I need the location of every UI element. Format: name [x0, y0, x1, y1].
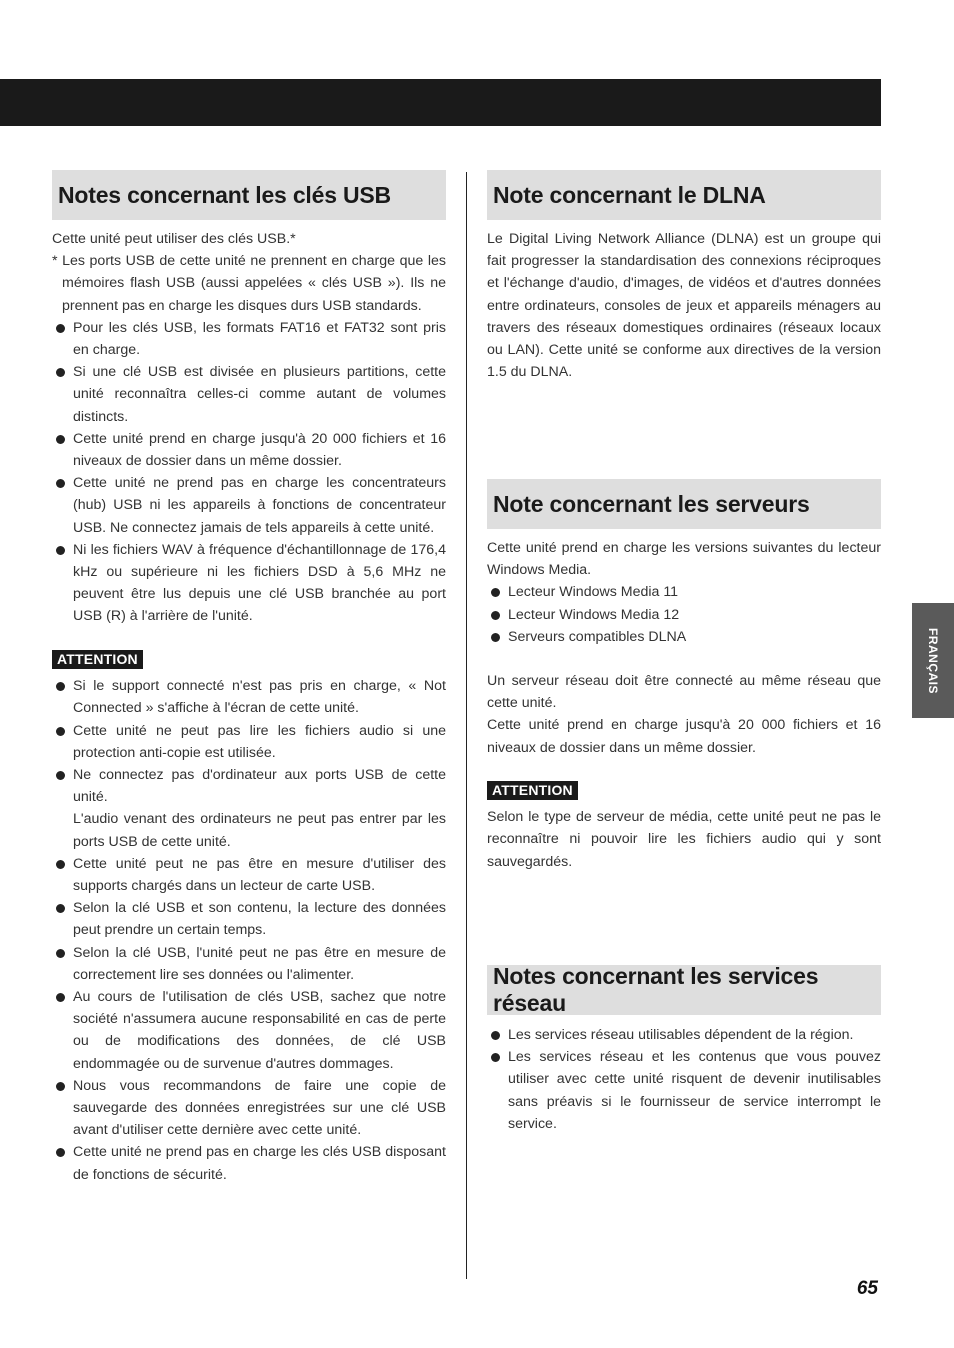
servers-bullet-list [487, 581, 881, 648]
bullet-icon [491, 633, 500, 642]
list-item: Les services réseau utilisables dépendent de la région. [487, 1024, 881, 1046]
servers-content [487, 537, 881, 759]
list-item: Pour les clés USB, les formats FAT16 et FAT32 sont pris en charge. [52, 317, 446, 361]
servers-heading: Note concernant les serveurs [493, 490, 810, 517]
list-item: Cette unité peut ne pas être en mesure d'utiliser des supports chargés dans un lecteur de carte USB. [52, 853, 446, 897]
list-item: Si une clé USB est divisée en plusieurs partitions, cette unité reconnaîtra celles-ci comme autant de volumes distincts. [52, 361, 446, 428]
bullet-icon [56, 479, 65, 488]
bullet-icon [56, 993, 65, 1002]
column-divider [466, 172, 467, 1279]
list-item: Au cours de l'utilisation de clés USB, sachez que notre société n'assumera aucune responsabilité en cas de perte ou de modifications des données, de clé USB endommagée ou de survenue d'autres dommages. [52, 986, 446, 1075]
bullet-icon [56, 860, 65, 869]
list-item: Cette unité ne prend pas en charge les clés USB disposant de fonctions de sécurité. [52, 1141, 446, 1185]
list-item: Cette unité prend en charge jusqu'à 20 000 fichiers et 16 niveaux de dossier dans un même dossier. [52, 428, 446, 472]
bullet-icon [56, 546, 65, 555]
usb-attention-block [52, 649, 446, 1186]
list-item: Nous vous recommandons de faire une copie de sauvegarde des données enregistrées sur une clé USB avant d'utiliser cette dernière avec cette unité. [52, 1075, 446, 1142]
servers-para-2: Cette unité prend en charge jusqu'à 20 000 fichiers et 16 niveaux de dossier dans un même dossier. [487, 717, 881, 756]
list-item: Lecteur Windows Media 12 [487, 604, 881, 626]
bullet-icon [491, 1031, 500, 1040]
list-item: Cette unité ne prend pas en charge les concentrateurs (hub) USB ni les appareils à fonctions de concentrateur USB. Ne connectez jamais de tels appareils à cette unité. [52, 472, 446, 539]
dlna-section-header [487, 170, 881, 220]
list-item: Selon la clé USB et son contenu, la lecture des données peut prendre un certain temps. [52, 897, 446, 941]
bullet-icon [56, 435, 65, 444]
servers-section-header [487, 479, 881, 529]
bullet-icon [56, 949, 65, 958]
list-item: Serveurs compatibles DLNA [487, 626, 881, 648]
list-item: Les services réseau et les contenus que vous pouvez utiliser avec cette unité risquent de devenir inutilisables sans préavis si le fournisseur de service interrompt le service. [487, 1046, 881, 1135]
top-header-bar [0, 79, 881, 126]
bullet-icon [56, 727, 65, 736]
usb-heading: Notes concernant les clés USB [58, 181, 391, 208]
usb-attention-list [52, 675, 446, 1186]
bullet-icon [56, 1148, 65, 1157]
servers-intro: Cette unité prend en charge les versions suivantes du lecteur Windows Media. [487, 540, 881, 579]
servers-attention-text: Selon le type de serveur de média, cette unité peut ne pas le reconnaître ni pouvoir lire les fichiers audio qui y sont sauvegardés. [487, 809, 881, 870]
servers-attention-block [487, 780, 881, 873]
bullet-icon [491, 611, 500, 620]
language-tab-label: FRANÇAIS [926, 627, 940, 694]
bullet-icon [56, 1082, 65, 1091]
page-number: 65 [856, 1278, 878, 1299]
network-section-header [487, 965, 881, 1015]
dlna-content [487, 228, 881, 383]
network-bullet-list [487, 1024, 881, 1135]
network-heading: Notes concernant les services réseau [493, 963, 819, 1016]
attention-label: ATTENTION [52, 650, 143, 669]
bullet-icon [56, 324, 65, 333]
usb-section-header [52, 170, 446, 220]
list-item: Si le support connecté n'est pas pris en charge, « Not Connected » s'affiche à l'écran de cette unité. [52, 675, 446, 719]
servers-para-1: Un serveur réseau doit être connecté au même réseau que cette unité. [487, 673, 881, 712]
attention-sub-note: L'audio venant des ordinateurs ne peut pas entrer par les ports USB de cette unité. [73, 811, 446, 850]
language-tab [912, 603, 954, 718]
bullet-icon [56, 771, 65, 780]
dlna-heading: Note concernant le DLNA [493, 181, 766, 208]
usb-content [52, 228, 446, 628]
list-item: Ni les fichiers WAV à fréquence d'échantillonnage de 176,4 kHz ou supérieure ni les fichiers DSD à 5,6 MHz ne peuvent être lus depuis une clé USB branchée au port USB (R) à l'arrière de l'unité. [52, 539, 446, 628]
network-content [487, 1024, 881, 1135]
usb-footnote: * Les ports USB de cette unité ne prennent en charge que les mémoires flash USB (aussi appelées « clés USB »). Ils ne prennent pas en charge les disques durs USB standards. [52, 253, 446, 314]
usb-bullet-list [52, 317, 446, 628]
usb-intro: Cette unité peut utiliser des clés USB.* [52, 231, 296, 247]
attention-label: ATTENTION [487, 781, 578, 800]
bullet-icon [491, 1053, 500, 1062]
list-item: Selon la clé USB, l'unité peut ne pas être en mesure de correctement lire ses données ou l'alimenter. [52, 942, 446, 986]
bullet-icon [56, 904, 65, 913]
bullet-icon [56, 368, 65, 377]
bullet-icon [56, 682, 65, 691]
list-item: Ne connectez pas d'ordinateur aux ports USB de cette unité. L'audio venant des ordinateurs ne peut pas entrer par les ports USB de cette unité. [52, 764, 446, 853]
dlna-body: Le Digital Living Network Alliance (DLNA) est un groupe qui fait progresser la standardisation des connexions réciproques et l'échange d'audio, d'images, de vidéos et d'autres données entre ordinateurs, consoles de jeux et appareils ménagers au travers des réseaux domestiques ordinaires (réseaux locaux ou LAN). Cette unité se conforme aux directives de la version 1.5 du DLNA. [487, 231, 881, 381]
bullet-icon [491, 588, 500, 597]
list-item: Lecteur Windows Media 11 [487, 581, 881, 603]
list-item: Cette unité ne peut pas lire les fichiers audio si une protection anti-copie est utilisée. [52, 720, 446, 764]
